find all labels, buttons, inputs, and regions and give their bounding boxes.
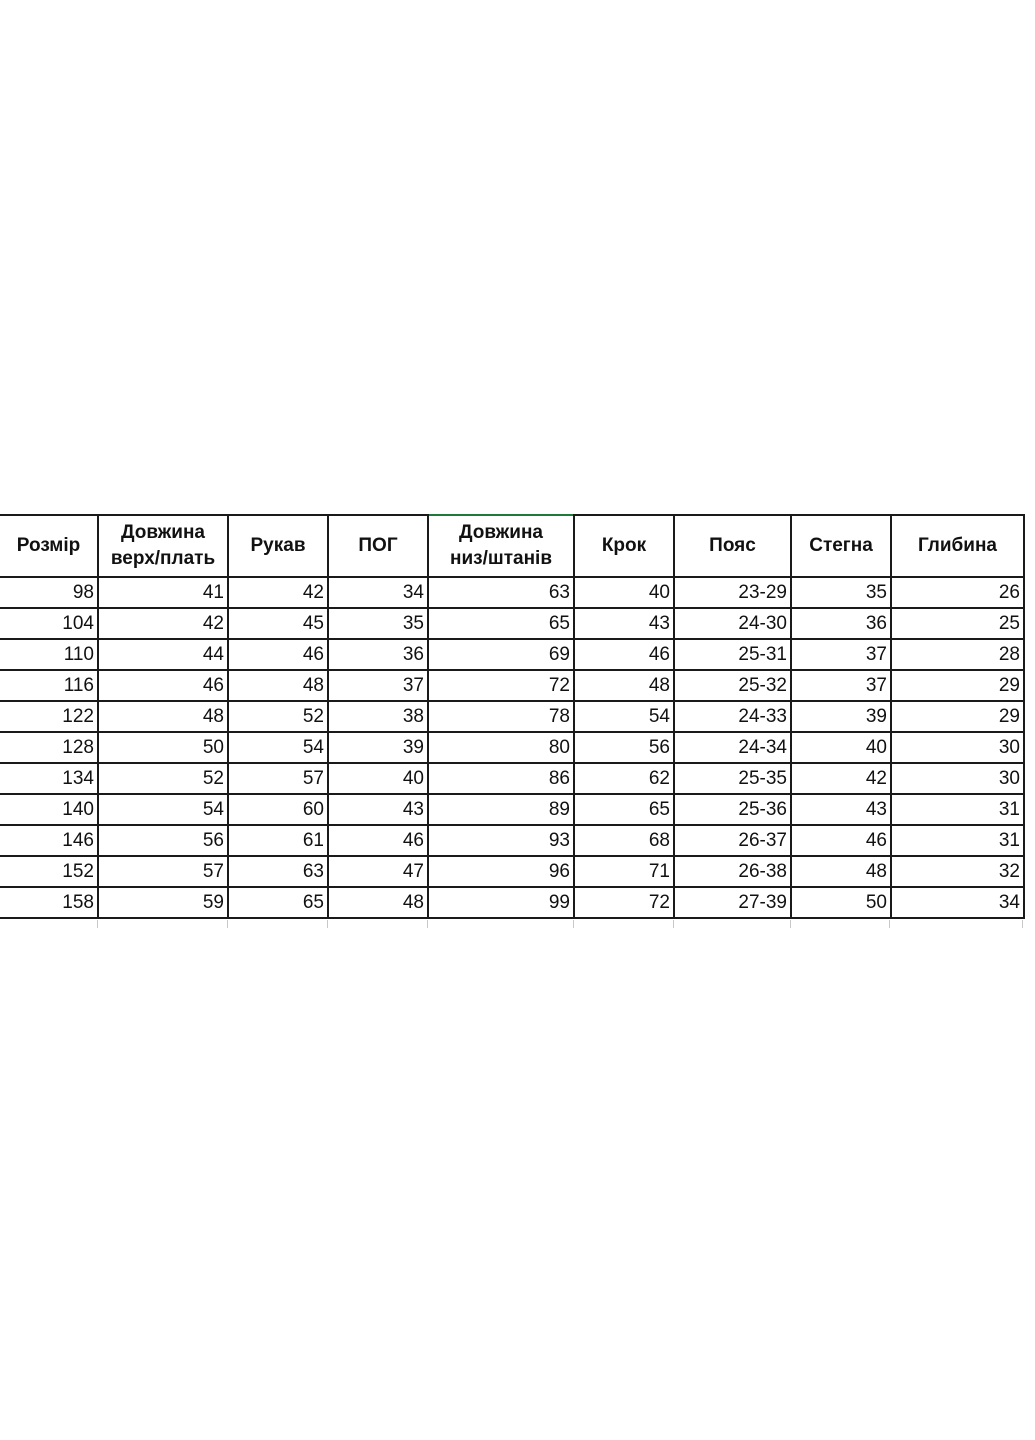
cell-sleeve[interactable]: 61 bbox=[228, 825, 328, 856]
gridline-stub bbox=[327, 920, 328, 928]
cell-hips[interactable]: 37 bbox=[791, 670, 891, 701]
cell-rise[interactable]: 29 bbox=[891, 701, 1024, 732]
cell-inseam[interactable]: 40 bbox=[574, 577, 674, 608]
header-top-length[interactable] bbox=[98, 515, 228, 577]
cell-chest[interactable]: 47 bbox=[328, 856, 428, 887]
cell-top-length[interactable]: 46 bbox=[98, 670, 228, 701]
cell-size[interactable]: 152 bbox=[0, 856, 98, 887]
cell-inseam[interactable]: 65 bbox=[574, 794, 674, 825]
header-top-length-line1: Довжина bbox=[121, 522, 205, 543]
cell-size[interactable]: 116 bbox=[0, 670, 98, 701]
gridline-stub bbox=[97, 920, 98, 928]
cell-hips[interactable]: 39 bbox=[791, 701, 891, 732]
cell-rise[interactable]: 30 bbox=[891, 732, 1024, 763]
cell-size[interactable]: 140 bbox=[0, 794, 98, 825]
cell-waist[interactable]: 25-31 bbox=[674, 639, 791, 670]
cell-inseam[interactable]: 54 bbox=[574, 701, 674, 732]
cell-rise[interactable]: 26 bbox=[891, 577, 1024, 608]
header-hips-label: Стегна bbox=[809, 535, 873, 556]
spreadsheet-gridline-stubs bbox=[0, 920, 1035, 928]
table-row bbox=[0, 856, 1024, 887]
cell-sleeve[interactable]: 60 bbox=[228, 794, 328, 825]
gridline-stub bbox=[573, 920, 574, 928]
cell-size[interactable]: 122 bbox=[0, 701, 98, 732]
header-hips[interactable] bbox=[791, 515, 891, 577]
cell-size[interactable]: 146 bbox=[0, 825, 98, 856]
cell-hips[interactable]: 43 bbox=[791, 794, 891, 825]
cell-waist[interactable]: 24-34 bbox=[674, 732, 791, 763]
cell-chest[interactable]: 34 bbox=[328, 577, 428, 608]
header-sleeve[interactable] bbox=[228, 515, 328, 577]
header-bottom-length[interactable] bbox=[428, 515, 574, 577]
cell-inseam[interactable]: 43 bbox=[574, 608, 674, 639]
cell-chest[interactable]: 46 bbox=[328, 825, 428, 856]
table-row bbox=[0, 732, 1024, 763]
cell-top-length[interactable]: 59 bbox=[98, 887, 228, 918]
cell-hips[interactable]: 50 bbox=[791, 887, 891, 918]
header-row bbox=[0, 515, 1024, 577]
cell-sleeve[interactable]: 54 bbox=[228, 732, 328, 763]
table-row bbox=[0, 763, 1024, 794]
table-row bbox=[0, 825, 1024, 856]
cell-chest[interactable]: 48 bbox=[328, 887, 428, 918]
header-bottom-length-line1: Довжина bbox=[459, 522, 543, 543]
table-row bbox=[0, 794, 1024, 825]
cell-top-length[interactable]: 52 bbox=[98, 763, 228, 794]
cell-hips[interactable]: 42 bbox=[791, 763, 891, 794]
header-bottom-length-line2: низ/штанів bbox=[449, 548, 553, 569]
cell-hips[interactable]: 36 bbox=[791, 608, 891, 639]
cell-top-length[interactable]: 42 bbox=[98, 608, 228, 639]
cell-hips[interactable]: 37 bbox=[791, 639, 891, 670]
cell-chest[interactable]: 36 bbox=[328, 639, 428, 670]
cell-rise[interactable]: 31 bbox=[891, 794, 1024, 825]
cell-bottom-length[interactable]: 80 bbox=[428, 732, 574, 763]
cell-sleeve[interactable]: 65 bbox=[228, 887, 328, 918]
cell-bottom-length[interactable]: 63 bbox=[428, 577, 574, 608]
cell-sleeve[interactable]: 63 bbox=[228, 856, 328, 887]
header-waist-label: Пояс bbox=[709, 535, 756, 556]
cell-waist[interactable]: 25-36 bbox=[674, 794, 791, 825]
cell-chest[interactable]: 43 bbox=[328, 794, 428, 825]
header-size[interactable] bbox=[0, 515, 98, 577]
cell-bottom-length[interactable]: 93 bbox=[428, 825, 574, 856]
cell-inseam[interactable]: 72 bbox=[574, 887, 674, 918]
cell-rise[interactable]: 31 bbox=[891, 825, 1024, 856]
cell-rise[interactable]: 30 bbox=[891, 763, 1024, 794]
cell-top-length[interactable]: 54 bbox=[98, 794, 228, 825]
cell-bottom-length[interactable]: 78 bbox=[428, 701, 574, 732]
cell-rise[interactable]: 25 bbox=[891, 608, 1024, 639]
cell-sleeve[interactable]: 45 bbox=[228, 608, 328, 639]
cell-hips[interactable]: 48 bbox=[791, 856, 891, 887]
cell-top-length[interactable]: 44 bbox=[98, 639, 228, 670]
cell-top-length[interactable]: 57 bbox=[98, 856, 228, 887]
cell-size[interactable]: 110 bbox=[0, 639, 98, 670]
gridline-stub bbox=[889, 920, 890, 928]
cell-hips[interactable]: 35 bbox=[791, 577, 891, 608]
cell-bottom-length[interactable]: 72 bbox=[428, 670, 574, 701]
cell-top-length[interactable]: 41 bbox=[98, 577, 228, 608]
cell-bottom-length[interactable]: 65 bbox=[428, 608, 574, 639]
cell-chest[interactable]: 38 bbox=[328, 701, 428, 732]
cell-sleeve[interactable]: 42 bbox=[228, 577, 328, 608]
cell-hips[interactable]: 46 bbox=[791, 825, 891, 856]
header-chest[interactable] bbox=[328, 515, 428, 577]
cell-waist[interactable]: 25-35 bbox=[674, 763, 791, 794]
cell-size[interactable]: 158 bbox=[0, 887, 98, 918]
cell-hips[interactable]: 40 bbox=[791, 732, 891, 763]
cell-size[interactable]: 128 bbox=[0, 732, 98, 763]
table-row bbox=[0, 887, 1024, 918]
cell-waist[interactable]: 24-33 bbox=[674, 701, 791, 732]
cell-size[interactable]: 98 bbox=[0, 577, 98, 608]
header-size-label: Розмір bbox=[16, 535, 81, 556]
header-chest-label: ПОГ bbox=[358, 535, 398, 556]
cell-waist[interactable]: 24-30 bbox=[674, 608, 791, 639]
cell-waist[interactable]: 25-32 bbox=[674, 670, 791, 701]
cell-bottom-length[interactable]: 86 bbox=[428, 763, 574, 794]
cell-sleeve[interactable]: 48 bbox=[228, 670, 328, 701]
header-inseam[interactable] bbox=[574, 515, 674, 577]
table-body bbox=[0, 577, 1024, 918]
cell-inseam[interactable]: 68 bbox=[574, 825, 674, 856]
header-inseam-label: Крок bbox=[601, 535, 647, 556]
cell-sleeve[interactable]: 52 bbox=[228, 701, 328, 732]
table-row bbox=[0, 670, 1024, 701]
header-rise-label: Глибина bbox=[917, 535, 998, 556]
cell-chest[interactable]: 35 bbox=[328, 608, 428, 639]
header-waist[interactable] bbox=[674, 515, 791, 577]
cell-waist[interactable]: 26-38 bbox=[674, 856, 791, 887]
cell-rise[interactable]: 32 bbox=[891, 856, 1024, 887]
cell-inseam[interactable]: 46 bbox=[574, 639, 674, 670]
cell-sleeve[interactable]: 57 bbox=[228, 763, 328, 794]
cell-rise[interactable]: 34 bbox=[891, 887, 1024, 918]
cell-size[interactable]: 104 bbox=[0, 608, 98, 639]
table-row bbox=[0, 577, 1024, 608]
header-top-length-line2: верх/плать bbox=[110, 548, 216, 569]
cell-bottom-length[interactable]: 69 bbox=[428, 639, 574, 670]
cell-rise[interactable]: 29 bbox=[891, 670, 1024, 701]
header-sleeve-label: Рукав bbox=[250, 535, 306, 556]
cell-inseam[interactable]: 62 bbox=[574, 763, 674, 794]
cell-rise[interactable]: 28 bbox=[891, 639, 1024, 670]
gridline-stub bbox=[790, 920, 791, 928]
table-row bbox=[0, 608, 1024, 639]
header-rise[interactable] bbox=[891, 515, 1024, 577]
cell-bottom-length[interactable]: 99 bbox=[428, 887, 574, 918]
gridline-stub bbox=[427, 920, 428, 928]
gridline-stub bbox=[673, 920, 674, 928]
table-row bbox=[0, 701, 1024, 732]
cell-chest[interactable]: 39 bbox=[328, 732, 428, 763]
gridline-stub bbox=[227, 920, 228, 928]
gridline-stub bbox=[1022, 920, 1023, 928]
cell-waist[interactable]: 27-39 bbox=[674, 887, 791, 918]
size-chart-table bbox=[0, 514, 1025, 919]
cell-bottom-length[interactable]: 89 bbox=[428, 794, 574, 825]
cell-chest[interactable]: 37 bbox=[328, 670, 428, 701]
cell-inseam[interactable]: 71 bbox=[574, 856, 674, 887]
cell-chest[interactable]: 40 bbox=[328, 763, 428, 794]
cell-top-length[interactable]: 48 bbox=[98, 701, 228, 732]
cell-top-length[interactable]: 56 bbox=[98, 825, 228, 856]
cell-top-length[interactable]: 50 bbox=[98, 732, 228, 763]
cell-sleeve[interactable]: 46 bbox=[228, 639, 328, 670]
cell-bottom-length[interactable]: 96 bbox=[428, 856, 574, 887]
cell-waist[interactable]: 26-37 bbox=[674, 825, 791, 856]
cell-size[interactable]: 134 bbox=[0, 763, 98, 794]
table-row bbox=[0, 639, 1024, 670]
cell-waist[interactable]: 23-29 bbox=[674, 577, 791, 608]
cell-inseam[interactable]: 56 bbox=[574, 732, 674, 763]
cell-inseam[interactable]: 48 bbox=[574, 670, 674, 701]
